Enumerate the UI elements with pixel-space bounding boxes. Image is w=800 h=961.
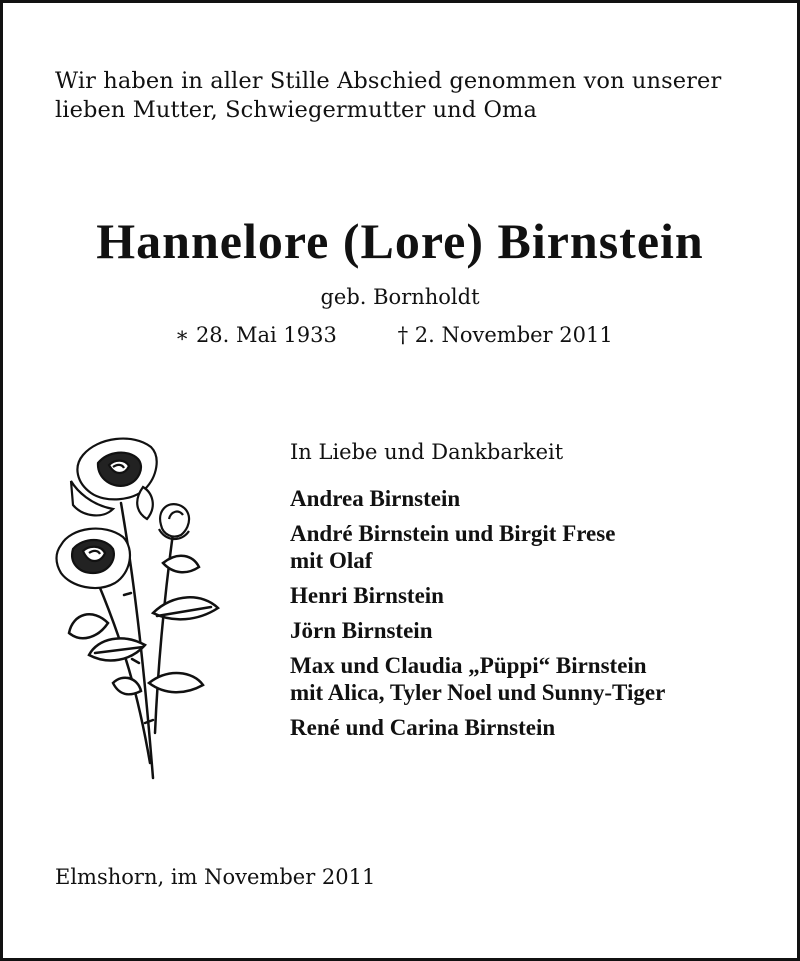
intro-line: lieben Mutter, Schwiegermutter und Oma (55, 97, 538, 123)
mourner-line: Max und Claudia „Püppi“ Birnstein (290, 653, 647, 678)
birth-date: ∗ 28. Mai 1933 (175, 323, 337, 347)
place-and-date: Elmshorn, im November 2011 (55, 865, 376, 889)
mourner-entry (290, 652, 760, 706)
mourner-entry (290, 485, 760, 512)
mourner-line: mit Olaf (290, 548, 373, 573)
mourner-entry (290, 520, 760, 574)
deceased-name: Hannelore (Lore) Birnstein (96, 213, 704, 269)
mourner-entry (290, 582, 760, 609)
mourner-line: Jörn Birnstein (290, 618, 433, 643)
life-dates (175, 321, 613, 349)
birth-name: geb. Bornholdt (320, 285, 480, 309)
mourners-list (290, 437, 760, 749)
intro-text (55, 67, 755, 125)
mourner-line: André Birnstein und Birgit Frese (290, 521, 616, 546)
mourner-entry (290, 714, 760, 741)
death-date: † 2. November 2011 (397, 323, 613, 347)
thanks-line: In Liebe und Dankbarkeit (290, 440, 564, 464)
mourner-entry (290, 617, 760, 644)
mourner-line: Henri Birnstein (290, 583, 444, 608)
mourner-line: René und Carina Birnstein (290, 715, 556, 740)
mourner-line: Andrea Birnstein (290, 486, 461, 511)
rose-icon (53, 433, 223, 783)
mourner-line: mit Alica, Tyler Noel und Sunny-Tiger (290, 680, 666, 705)
intro-line: Wir haben in aller Stille Abschied genommen von unserer (55, 68, 722, 94)
